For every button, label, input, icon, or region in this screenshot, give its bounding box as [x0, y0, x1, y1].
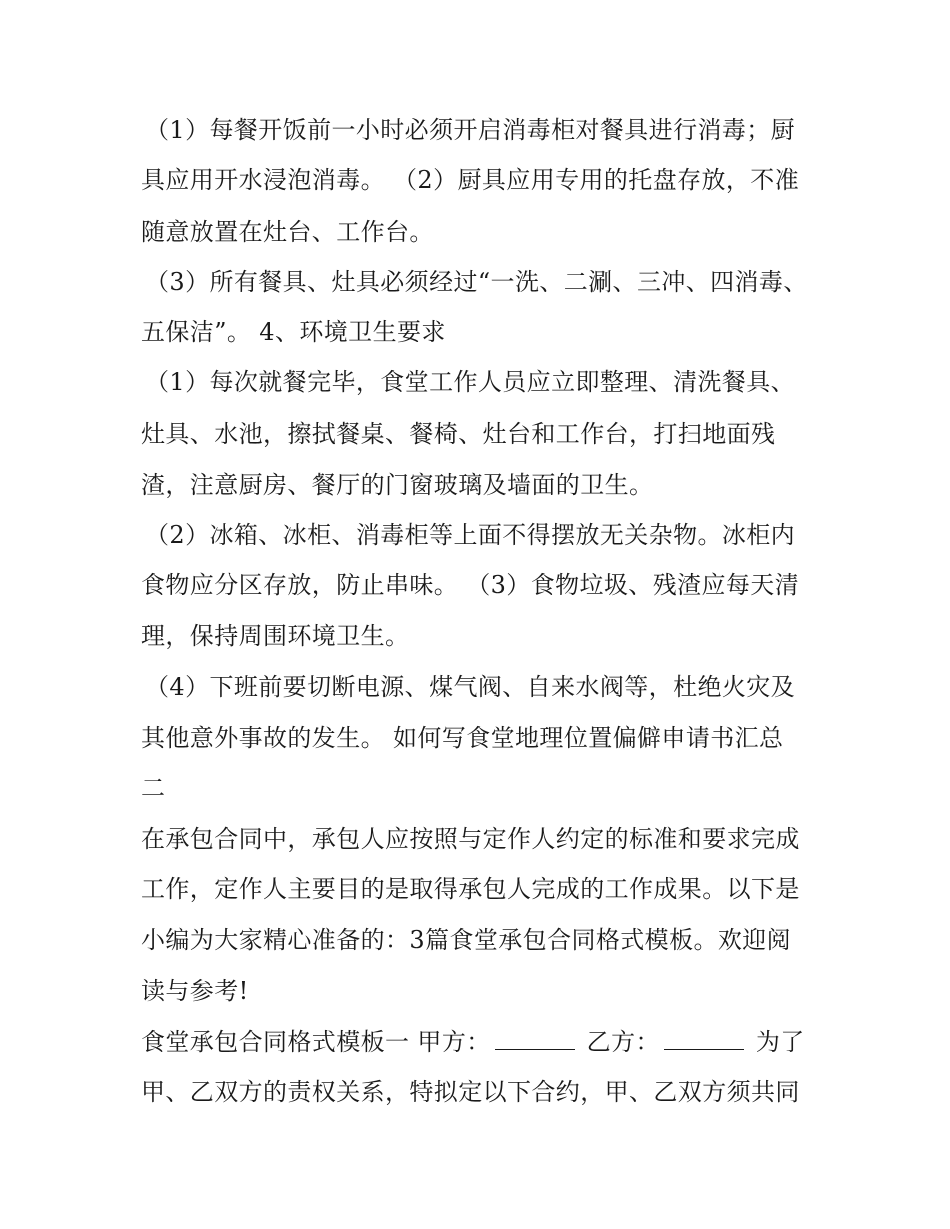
text-line: 二: [141, 774, 166, 802]
text-line: 随意放置在灶台、工作台。: [141, 218, 434, 246]
text-line: （1）每次就餐完毕，食堂工作人员应立即整理、清洗餐具、: [145, 368, 796, 396]
text-line: 其他意外事故的发生。 如何写食堂地理位置偏僻申请书汇总: [141, 724, 784, 752]
contract-header-purpose: 为了: [755, 1028, 805, 1056]
text-line: （2）冰箱、冰柜、消毒柜等上面不得摆放无关杂物。冰柜内: [145, 521, 796, 549]
text-line: 小编为大家精心准备的：3篇食堂承包合同格式模板。欢迎阅: [141, 926, 792, 954]
party-a-blank: [495, 1027, 575, 1050]
text-line: （3）所有餐具、灶具必须经过“一洗、二涮、三冲、四消毒、: [145, 268, 808, 296]
contract-header-party-b: 乙方：: [586, 1028, 660, 1056]
text-line: 读与参考!: [141, 977, 249, 1005]
text-line: 五保洁”。 4、环境卫生要求: [141, 318, 446, 346]
text-line: 甲、乙双方的责权关系，特拟定以下合约，甲、乙双方须共同: [141, 1078, 800, 1106]
text-line: 理，保持周围环境卫生。: [141, 622, 410, 650]
text-line: 食物应分区存放，防止串味。 （3）食物垃圾、残渣应每天清: [141, 571, 800, 599]
text-line: 工作，定作人主要目的是取得承包人完成的工作成果。以下是: [141, 875, 800, 903]
text-line: （4）下班前要切断电源、煤气阀、自来水阀等，杜绝火灾及: [145, 673, 796, 701]
contract-header-party-a: 食堂承包合同格式模板一 甲方：: [141, 1028, 491, 1056]
text-line: 在承包合同中，承包人应按照与定作人约定的标准和要求完成: [141, 825, 800, 853]
text-line: 具应用开水浸泡消毒。 （2）厨具应用专用的托盘存放，不准: [141, 166, 800, 194]
party-b-blank: [664, 1027, 744, 1050]
text-line: 渣，注意厨房、餐厅的门窗玻璃及墙面的卫生。: [141, 471, 654, 499]
text-line: 灶具、水池，擦拭餐桌、餐椅、灶台和工作台，打扫地面残: [141, 420, 776, 448]
contract-header-line: [141, 1022, 821, 1062]
text-line: （1）每餐开饭前一小时必须开启消毒柜对餐具进行消毒；厨: [145, 116, 796, 144]
